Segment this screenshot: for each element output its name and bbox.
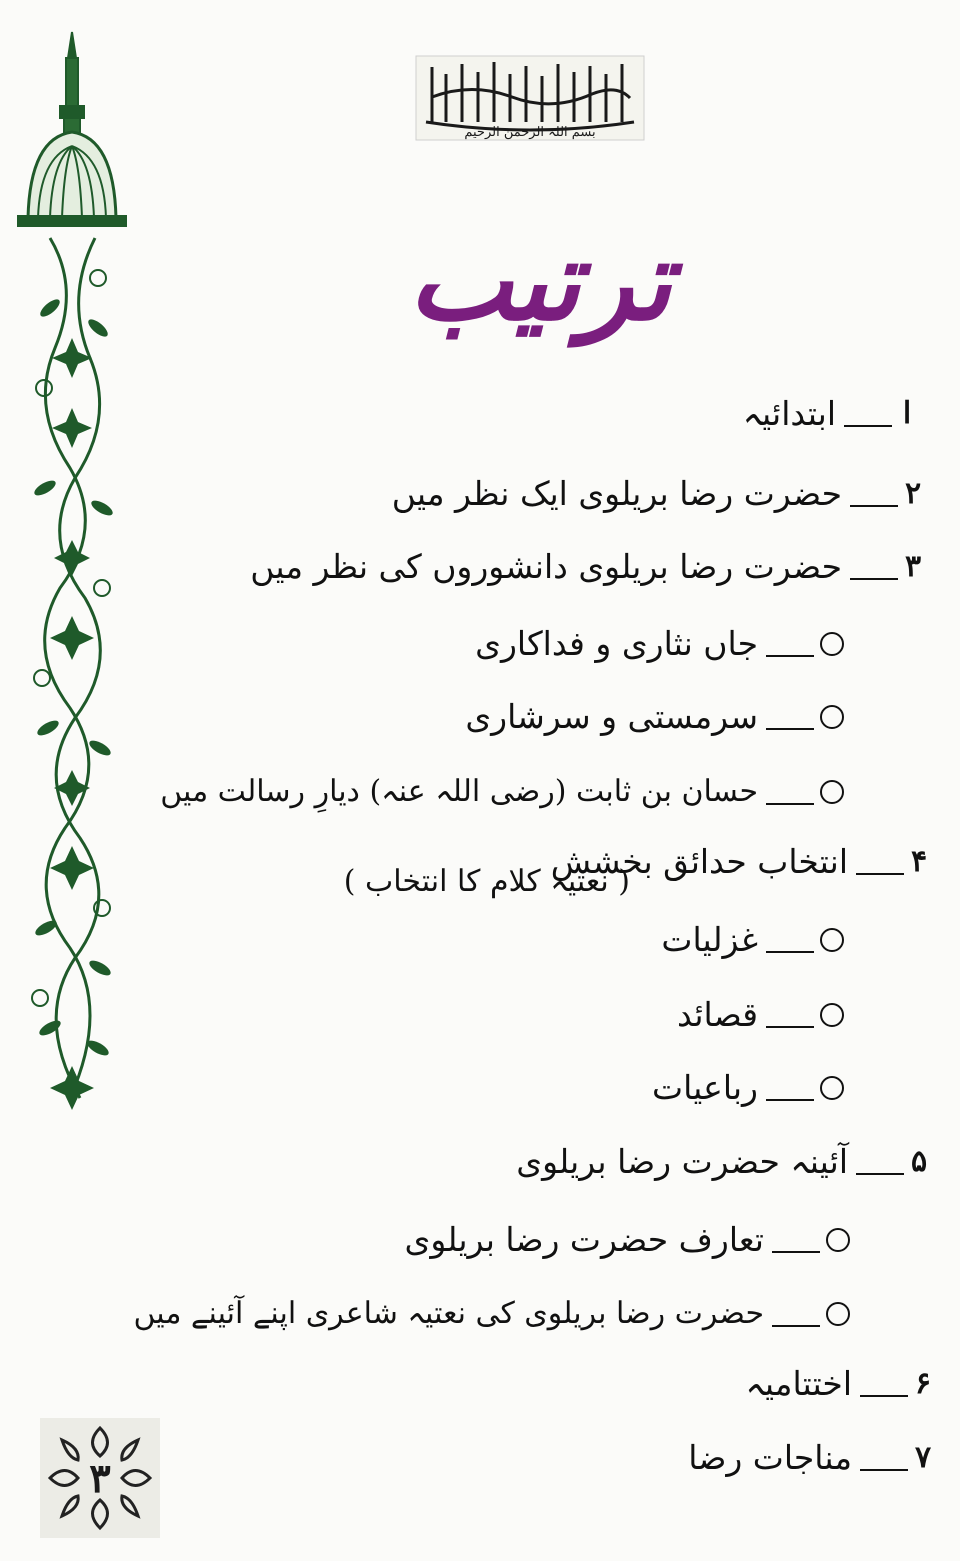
leader-dash [850, 505, 898, 507]
toc-number: ۲ [904, 476, 922, 511]
toc-subitem-3-3[interactable] [160, 770, 844, 814]
circle-bullet-icon [820, 705, 844, 729]
toc-item-2[interactable] [392, 472, 924, 516]
toc-label: آئینہ حضرت رضا بریلوی [516, 1142, 848, 1181]
page-number: ۳ [89, 1454, 111, 1502]
toc-item-3[interactable] [250, 545, 924, 589]
leader-dash [856, 1173, 904, 1175]
toc-label: قصائد [677, 995, 758, 1034]
toc-subitem-5-2[interactable] [133, 1292, 850, 1336]
toc-item-5[interactable] [516, 1140, 930, 1184]
circle-bullet-icon [820, 928, 844, 952]
bismillah-text: بسم اللہ الرحمن الرحیم [464, 125, 596, 140]
toc-number: ا [902, 396, 912, 431]
toc-label: ابتدائیہ [742, 394, 836, 433]
circle-bullet-icon [820, 1076, 844, 1100]
toc-subitem-4-1[interactable] [661, 918, 844, 962]
toc-number: ۶ [914, 1366, 932, 1401]
leader-dash [766, 655, 814, 657]
toc-label: اختتامیہ [745, 1364, 852, 1403]
leader-dash [856, 873, 904, 875]
toc-item-7[interactable] [688, 1436, 934, 1480]
leader-dash [766, 1099, 814, 1101]
leader-dash [766, 728, 814, 730]
leader-dash [850, 578, 898, 580]
toc-label: رباعیات [652, 1068, 758, 1107]
toc-item-6[interactable] [745, 1362, 934, 1406]
toc-label: حضرت رضا بریلوی دانشوروں کی نظر میں [250, 547, 842, 586]
toc-item-4-subtitle: ( نعتیہ کلام کا انتخاب ) [343, 864, 630, 899]
toc-number: ۷ [914, 1440, 932, 1475]
leader-dash [766, 1026, 814, 1028]
toc-label: مناجات رضا [688, 1438, 852, 1477]
toc-number: ۴ [910, 844, 928, 879]
toc-label: حسان بن ثابت (رضی اللہ عنہ) دیارِ رسالت میں [160, 774, 758, 809]
toc-label: حضرت رضا بریلوی کی نعتیہ شاعری اپنے آئینے میں [133, 1296, 764, 1331]
leader-dash [766, 803, 814, 805]
circle-bullet-icon [826, 1302, 850, 1326]
toc-subitem-3-1[interactable] [475, 622, 844, 666]
toc-label: تعارف حضرت رضا بریلوی [404, 1220, 764, 1259]
leader-dash [860, 1395, 908, 1397]
toc-label: غزلیات [661, 920, 758, 959]
page-title: ترتیب [408, 215, 672, 345]
toc-label: سرمستی و سرشاری [465, 697, 758, 736]
toc-label: انتخاب حدائق بخشش [550, 842, 848, 881]
leader-dash [772, 1325, 820, 1327]
leader-dash [766, 951, 814, 953]
leader-dash [772, 1251, 820, 1253]
toc-label: حضرت رضا بریلوی ایک نظر میں [391, 474, 842, 513]
leader-dash [860, 1469, 908, 1471]
leader-dash [844, 425, 892, 427]
circle-bullet-icon [820, 632, 844, 656]
circle-bullet-icon [820, 1003, 844, 1027]
toc-subitem-3-2[interactable] [465, 695, 844, 739]
toc-number: ۵ [910, 1144, 928, 1179]
toc-subitem-4-3[interactable] [652, 1066, 844, 1110]
toc-subitem-5-1[interactable] [405, 1218, 850, 1262]
toc-label: جاں نثاری و فداکاری [475, 624, 758, 663]
circle-bullet-icon [820, 780, 844, 804]
toc-item-1[interactable] [743, 392, 918, 436]
toc-subitem-4-2[interactable] [677, 993, 844, 1037]
toc-number: ۳ [904, 549, 922, 584]
circle-bullet-icon [826, 1228, 850, 1252]
